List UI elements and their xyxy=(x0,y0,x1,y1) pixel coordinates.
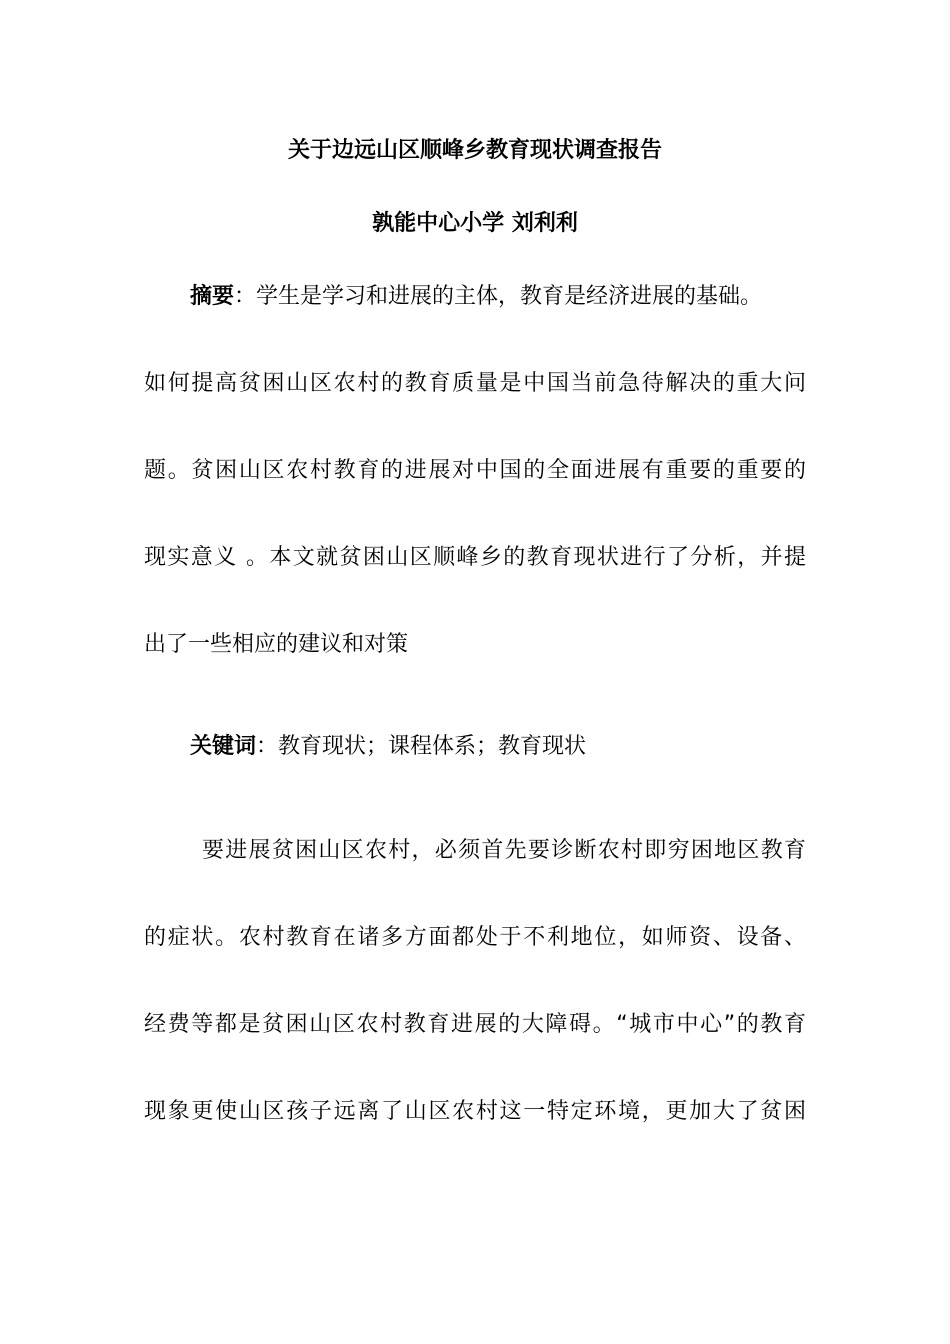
abstract-text-line: 出了一些相应的建议和对策 xyxy=(144,632,409,657)
keywords-text: ：教育现状；课程体系；教育现状 xyxy=(256,734,587,759)
body-text-line: 现象更使山区孩子远离了山区农村这一特定环境，更加大了贫困 xyxy=(144,1099,806,1124)
body-text-line: 经费等都是贫困山区农村教育进展的大障碍。“城市中心”的教育 xyxy=(144,1012,806,1037)
abstract-text-line: ：学生是学习和进展的主体，教育是经济进展的基础。 xyxy=(234,284,763,309)
abstract-text-line: 题。贫困山区农村教育的进展对中国的全面进展有重要的重要的 xyxy=(144,458,806,483)
body-text-line: 的症状。农村教育在诸多方面都处于不利地位，如师资、设备、 xyxy=(144,925,806,950)
keywords-line xyxy=(144,732,852,762)
document-title: 关于边远山区顺峰乡教育现状调查报告 xyxy=(287,138,662,163)
abstract-first-line xyxy=(144,282,852,312)
author-line: 孰能中心小学 刘利利 xyxy=(372,211,578,236)
abstract-text-line: 如何提高贫困山区农村的教育质量是中国当前急待解决的重大问 xyxy=(144,371,806,396)
keywords-label: 关键词 xyxy=(190,734,257,759)
body-text-line: 要进展贫困山区农村，必须首先要诊断农村即穷困地区教育 xyxy=(202,838,806,863)
abstract-text-line: 现实意义 。本文就贫困山区顺峰乡的教育现状进行了分析，并提 xyxy=(144,545,806,570)
abstract-label: 摘要 xyxy=(190,284,235,309)
